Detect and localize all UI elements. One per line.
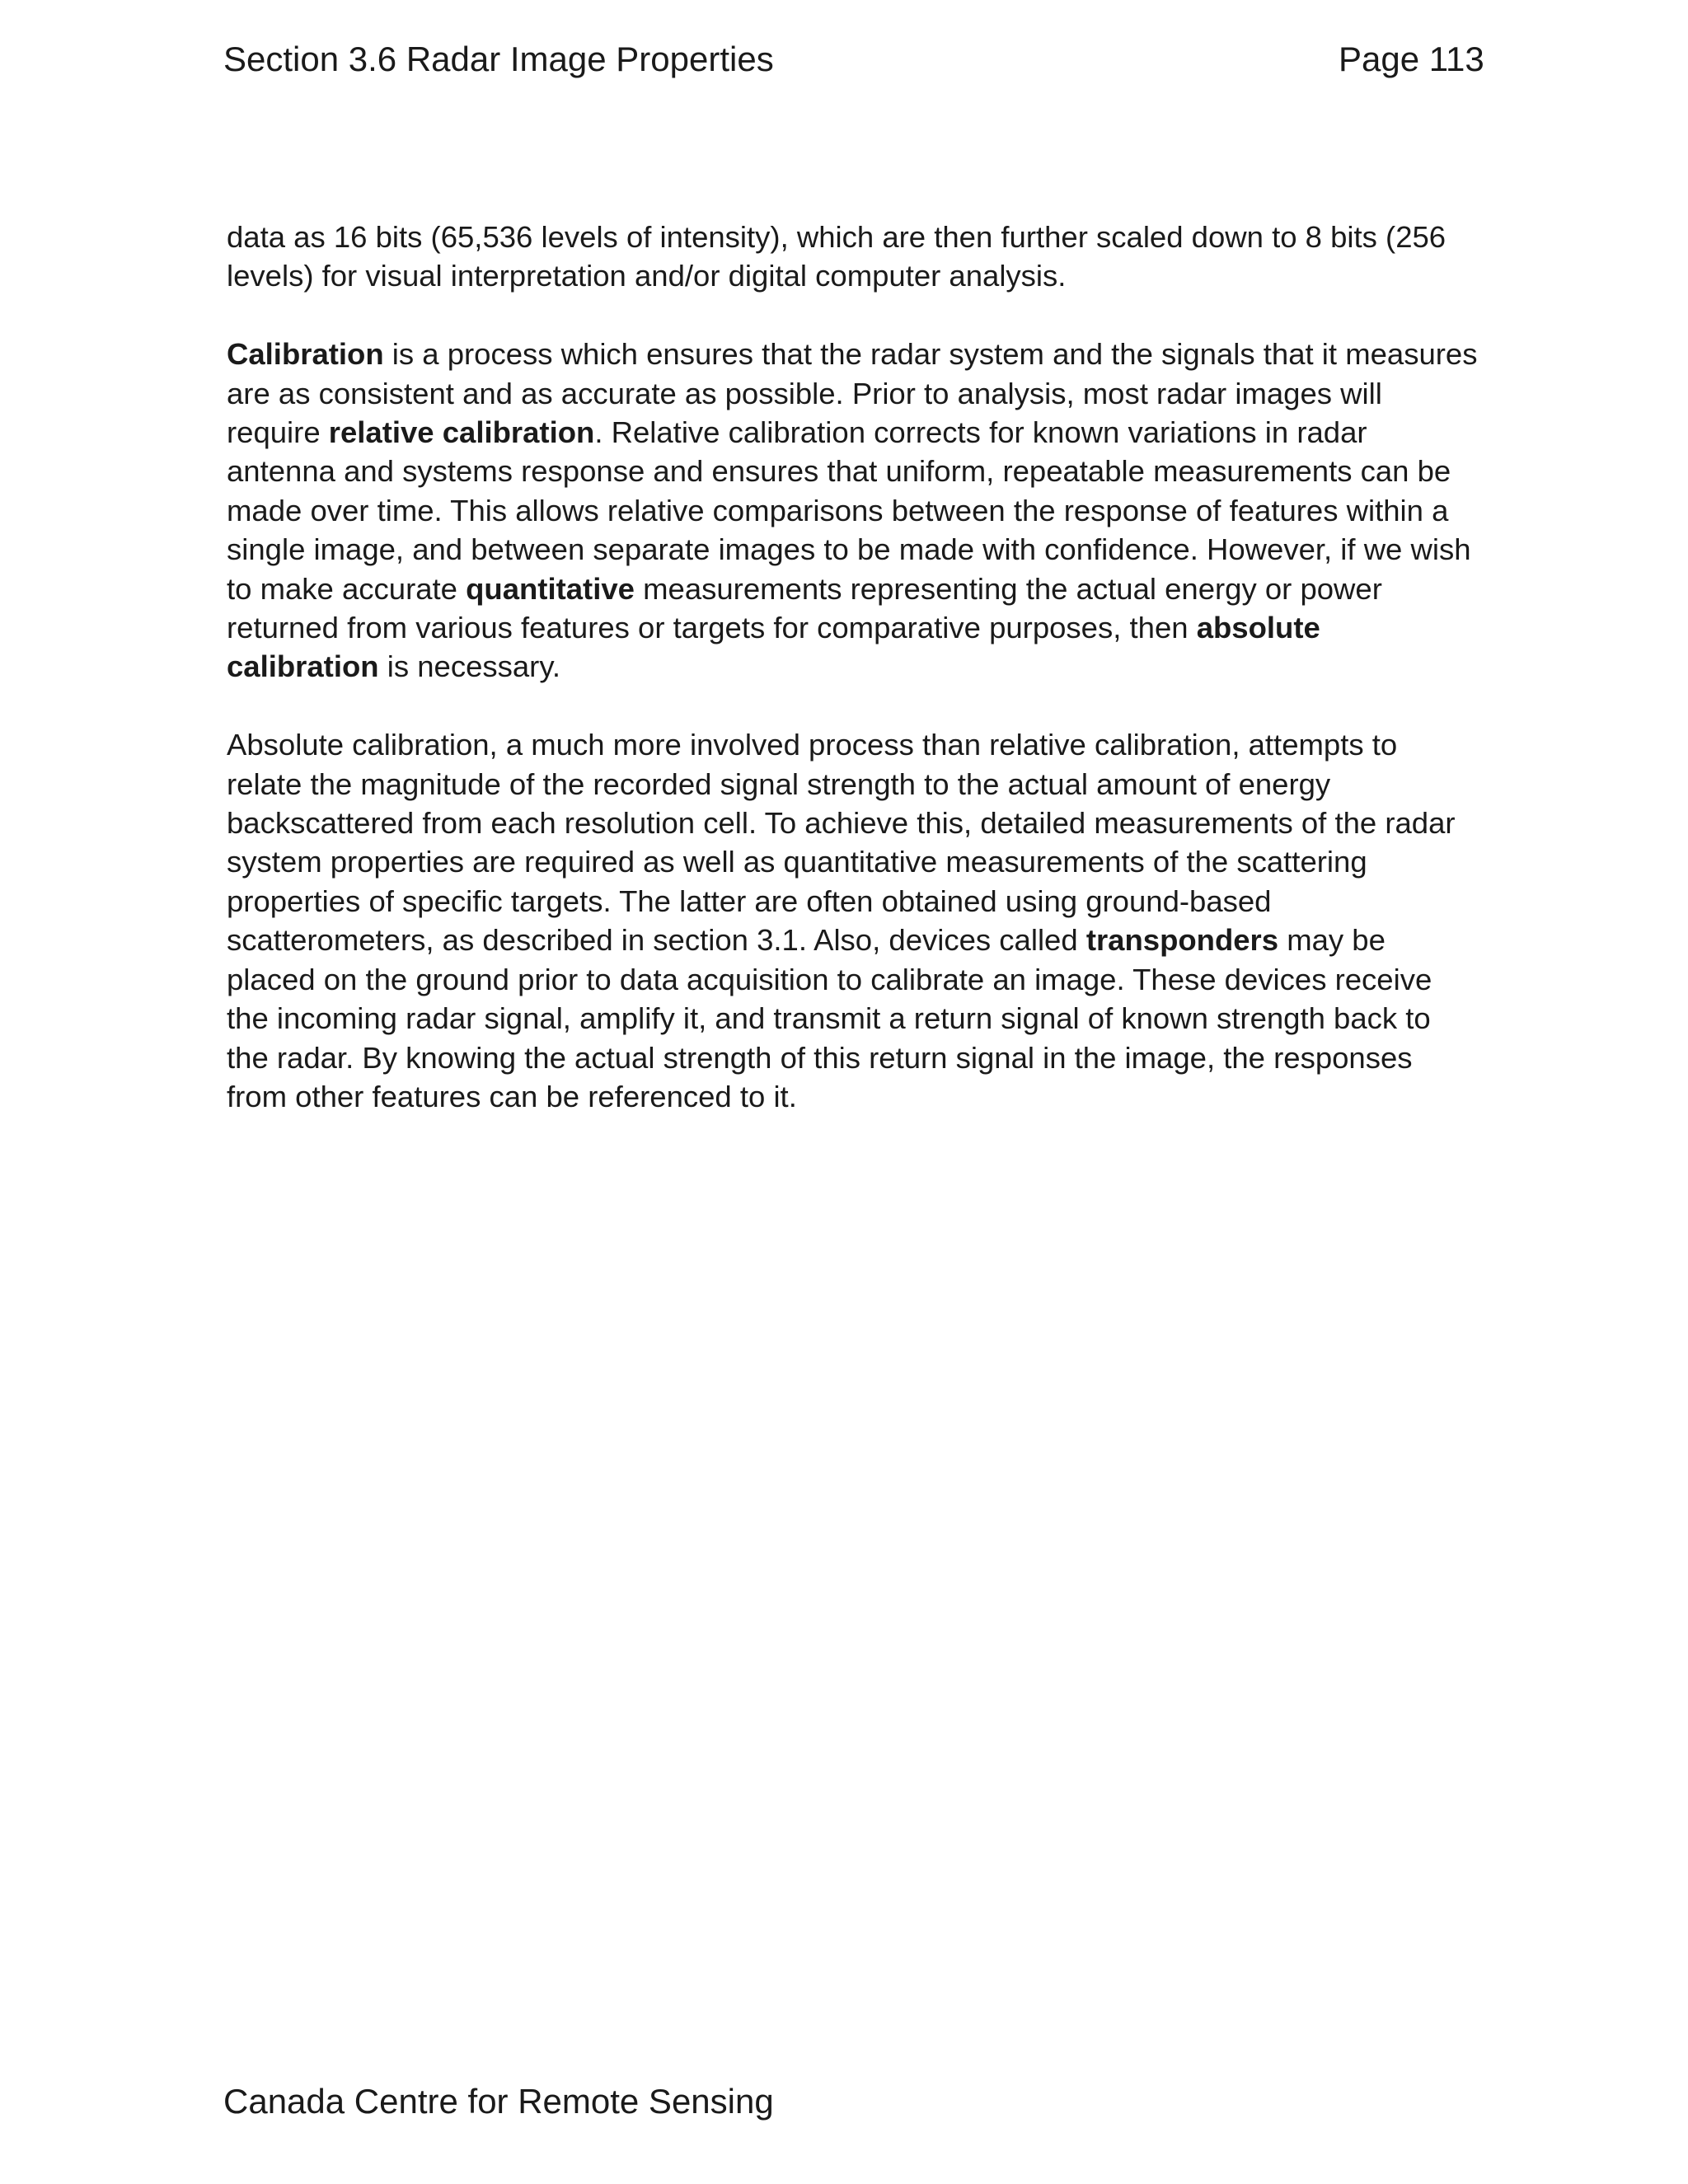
paragraph-text: Absolute calibration, a much more involved process than relative calibration, attempts to relate the magnitude of the recorded signal strength to the actual amount of energy backscattered from each resolution cell. To achieve this, detailed measurements of the radar system properties are required as well as quantitative measurements of the scattering properties of specific targets. The latter are often obtained using ground-based scatterometers, as described in section 3.1. Also, devices called (227, 728, 1456, 958)
paragraph-text: data as 16 bits (65,536 levels of intensity), which are then further scaled down to 8 bits (256 levels) for visual interpretation and/or digital computer analysis. (227, 220, 1447, 293)
term-relative-calibration: relative calibration (328, 415, 595, 450)
paragraph-absolute-calibration (227, 725, 1479, 1116)
document-body (227, 218, 1479, 1155)
paragraph-text: is a process which ensures that the radar system and the signals that it measures are as consistent and as accurate as possible. Prior to analysis, most radar images will require (227, 337, 1478, 450)
section-title: Section 3.6 Radar Image Properties (223, 40, 774, 78)
paragraph-bit-depth (227, 218, 1479, 296)
term-absolute-calibration: absolute calibration (227, 611, 1320, 684)
paragraph-text: . Relative calibration corrects for known variations in radar antenna and systems response and ensures that uniform, repeatable measurements can be made over time. This allows relative comparisons between the response of features within a single image, and between separate images to be made with confidence. However, if we wish to make accurate (227, 415, 1471, 606)
paragraph-text: is necessary. (378, 649, 561, 684)
footer-organization: Canada Centre for Remote Sensing (223, 2082, 774, 2121)
paragraph-text: may be placed on the ground prior to data acquisition to calibrate an image. These devices receive the incoming radar signal, amplify it, and transmit a return signal of known strength back to the radar. By knowing the actual strength of this return signal in the image, the responses from other features can be referenced to it. (227, 923, 1432, 1113)
paragraph-calibration (227, 335, 1479, 687)
paragraph-text: measurements representing the actual energy or power returned from various features or targets for comparative purposes, then (227, 571, 1382, 645)
page-number: Page 113 (1339, 40, 1484, 78)
term-quantitative: quantitative (466, 571, 635, 606)
term-calibration: Calibration (227, 337, 384, 372)
term-transponders: transponders (1085, 923, 1279, 958)
